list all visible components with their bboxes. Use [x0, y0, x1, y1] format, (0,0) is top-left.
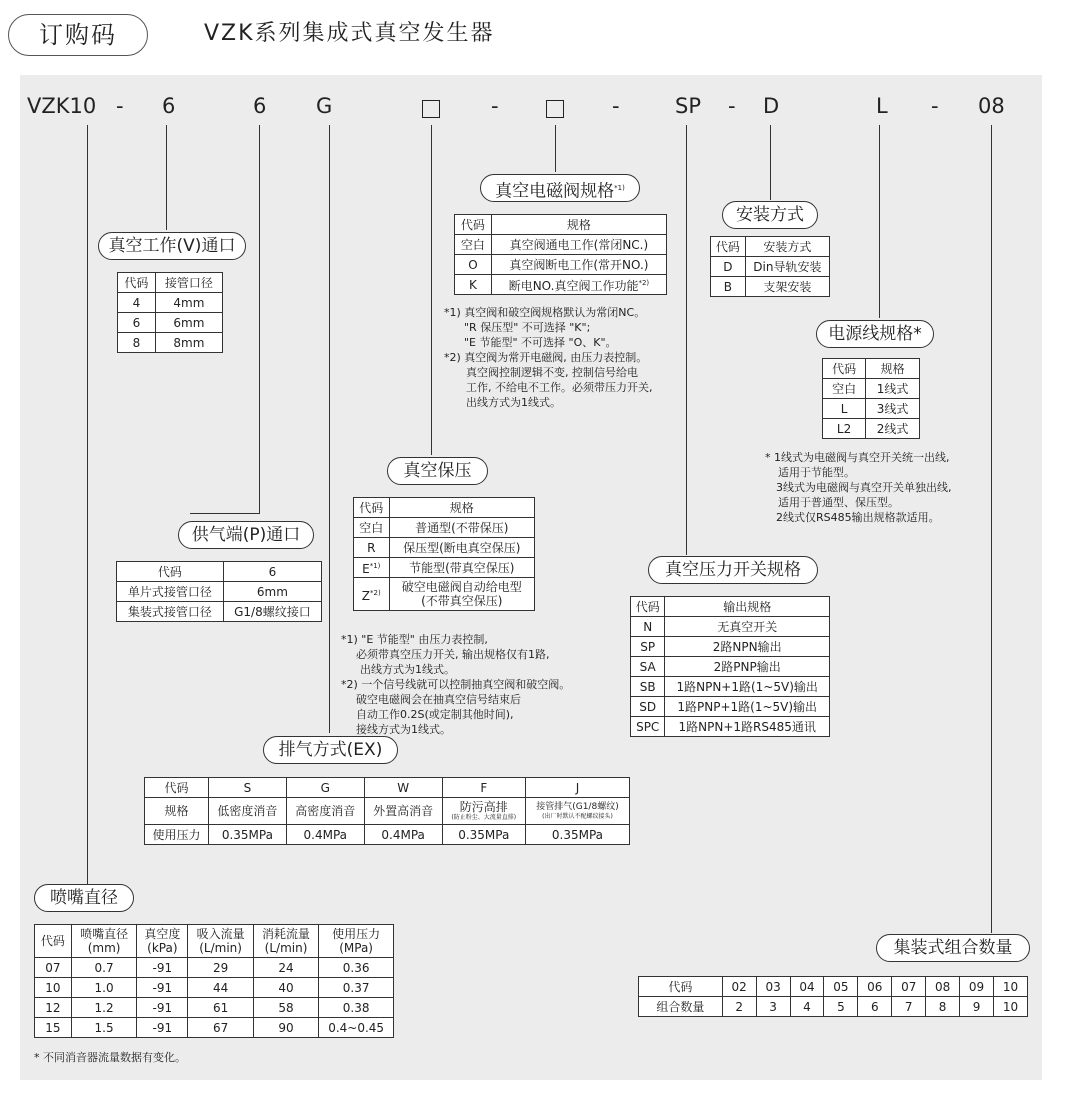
cell: 代码: [145, 778, 209, 798]
cell: 空白: [823, 379, 866, 399]
cell: 15: [35, 1018, 72, 1038]
cell: 04: [790, 977, 824, 997]
cell: 规格: [866, 359, 920, 379]
hold-note-3: 出线方式为1线式。: [360, 663, 455, 676]
cell: 空白: [455, 235, 492, 255]
nozzle-note: * 不同消音器流量数据有变化。: [34, 1051, 186, 1064]
cell: 无真空开关: [665, 617, 830, 637]
cell: 4: [790, 997, 824, 1017]
cell: G1/8螺纹接口: [223, 602, 321, 622]
cell: [71, 925, 136, 958]
cell: 规格: [389, 498, 534, 518]
cell: 单片式接管口径: [117, 582, 224, 602]
vacuum-port-table: [117, 272, 223, 353]
cell: 规格: [491, 215, 666, 235]
cell: 代码: [639, 977, 723, 997]
cell: -91: [137, 998, 188, 1018]
supply-table: [116, 561, 322, 622]
cell: 90: [253, 1018, 318, 1038]
cell: 10: [993, 977, 1027, 997]
cell-line: (mm): [87, 941, 121, 955]
exhaust-title: 排气方式(EX): [263, 736, 398, 764]
cell: 0.35MPa: [442, 825, 525, 845]
cell: 4: [118, 293, 156, 313]
cable-note-5: 2线式仅RS485输出规格款适用。: [776, 511, 940, 524]
cell-line: 使用压力: [332, 927, 381, 941]
leader-supply-h: [190, 513, 260, 514]
cell: 1.0: [71, 978, 136, 998]
cell-line: (kPa): [147, 941, 178, 955]
code-dash: -: [116, 94, 124, 118]
cell: -91: [137, 978, 188, 998]
cell: 空白: [354, 518, 390, 538]
cell: 07: [35, 958, 72, 978]
leader-switch: [686, 125, 687, 555]
cell: 03: [756, 977, 790, 997]
cell-line: 真空度: [144, 927, 181, 941]
cell: -91: [137, 1018, 188, 1038]
cell: 40: [253, 978, 318, 998]
leader-nozzle: [87, 125, 88, 893]
cell: 8mm: [155, 333, 222, 353]
exhaust-table: [144, 777, 630, 845]
cell: [389, 578, 534, 611]
valve-note-5: 真空阀控制逻辑不变, 控制信号给电: [466, 366, 638, 379]
cell: 0.4MPa: [364, 825, 442, 845]
code-manifold: 08: [978, 94, 1005, 118]
cell: SD: [631, 697, 665, 717]
cell: 24: [253, 958, 318, 978]
hold-title: 真空保压: [387, 457, 488, 485]
code-series: VZK10: [27, 94, 97, 118]
cell: 安装方式: [745, 237, 829, 257]
leader-cable: [879, 125, 880, 318]
switch-title: 真空压力开关规格: [648, 556, 818, 584]
cell: 普通型(不带保压): [389, 518, 534, 538]
cell: G: [286, 778, 364, 798]
cell: J: [525, 778, 629, 798]
cell: L: [823, 399, 866, 419]
supply-title: 供气端(P)通口: [178, 521, 314, 549]
cell: 06: [858, 977, 892, 997]
page-title: VZK系列集成式真空发生器: [204, 21, 495, 46]
hold-table: [353, 497, 535, 611]
code-vacuum-port: 6: [162, 94, 176, 118]
cell: 08: [926, 977, 960, 997]
cell: 代码: [455, 215, 492, 235]
cable-note-2: 适用于节能型。: [778, 466, 855, 479]
cell: 0.36: [319, 958, 394, 978]
cell: 6: [858, 997, 892, 1017]
cell: 0.37: [319, 978, 394, 998]
code-supply-port: 6: [253, 94, 267, 118]
cell: 8: [926, 997, 960, 1017]
cell: SP: [631, 637, 665, 657]
cell: N: [631, 617, 665, 637]
cell-line: (不带真空保压): [421, 594, 503, 608]
valve-title-sup: *1): [614, 184, 625, 192]
code-cable: L: [876, 94, 888, 118]
leader-supply: [259, 125, 260, 513]
cable-table: [822, 358, 920, 439]
cell: [442, 798, 525, 825]
vacuum-port-title: 真空工作(V)通口: [98, 232, 246, 260]
cable-note-1: * 1线式为电磁阀与真空开关统一出线,: [765, 451, 950, 464]
cell: [35, 925, 72, 958]
cell: SPC: [631, 717, 665, 737]
cell: 节能型(带真空保压): [389, 558, 534, 578]
manifold-table: [638, 976, 1028, 1017]
cell: [491, 275, 666, 295]
code-hold-box: [422, 96, 440, 124]
cable-note-4: 适用于普通型、保压型。: [778, 496, 899, 509]
cell: S: [208, 778, 286, 798]
cell: SA: [631, 657, 665, 677]
cell: 0.35MPa: [525, 825, 629, 845]
manifold-title: 集装式组合数量: [876, 934, 1030, 962]
hold-note-6: 自动工作0.2S(或定制其他时间),: [356, 708, 514, 721]
cell: 07: [892, 977, 926, 997]
cell: 代码: [118, 273, 156, 293]
cell: R: [354, 538, 390, 558]
leader-vacuum-port: [166, 125, 167, 230]
cell-subline: (出厂时默认不配螺纹接头): [542, 812, 613, 820]
cell-sup: *1): [369, 562, 381, 570]
cell: [354, 558, 390, 578]
cell: O: [455, 255, 492, 275]
cell: 0.4~0.45: [319, 1018, 394, 1038]
cell: 真空阀断电工作(常开NO.): [491, 255, 666, 275]
cell: 0.38: [319, 998, 394, 1018]
cell: 3: [756, 997, 790, 1017]
valve-table: [454, 214, 667, 295]
cell: 高密度消音: [286, 798, 364, 825]
cell-text: Z: [361, 588, 371, 603]
cell: 代码: [631, 597, 665, 617]
cell: SB: [631, 677, 665, 697]
cell: 代码: [711, 237, 746, 257]
valve-note-2: "R 保压型" 不可选择 "K";: [464, 321, 591, 334]
cell: 使用压力: [145, 825, 209, 845]
cell: 6mm: [155, 313, 222, 333]
cell-line: (L/min): [199, 941, 242, 955]
leader-hold: [431, 125, 432, 455]
cell: 1线式: [866, 379, 920, 399]
cell-line: 吸入流量: [196, 927, 245, 941]
cell-line: (L/min): [264, 941, 308, 955]
valve-title-text: 真空电磁阀规格: [495, 181, 615, 202]
valve-note-3: "E 节能型" 不可选择 "O、K"。: [464, 336, 617, 349]
cell: 05: [824, 977, 858, 997]
cell: 真空阀通电工作(常闭NC.): [491, 235, 666, 255]
cell: 1路PNP+1路(1~5V)输出: [665, 697, 830, 717]
cell: 接管口径: [155, 273, 222, 293]
switch-table: [630, 596, 830, 737]
cell: 58: [253, 998, 318, 1018]
cell: 1路NPN+1路(1~5V)输出: [665, 677, 830, 697]
cell: [253, 925, 318, 958]
cell: 代码: [823, 359, 866, 379]
cell: 29: [188, 958, 253, 978]
hold-note-2: 必须带真空压力开关, 输出规格仅有1路,: [356, 648, 550, 661]
cell: 组合数量: [639, 997, 723, 1017]
cell: 67: [188, 1018, 253, 1038]
cell: 代码: [117, 562, 224, 582]
cell-subline: (防止粉尘、大流量直排): [451, 814, 517, 821]
cell-line: (MPa): [339, 941, 373, 955]
cell: [525, 798, 629, 825]
cell: 集装式接管口径: [117, 602, 224, 622]
cell: 1.5: [71, 1018, 136, 1038]
leader-manifold: [991, 125, 992, 933]
cell: 支架安装: [745, 277, 829, 297]
hold-note-4: *2) 一个信号线就可以控制抽真空阀和破空阀。: [341, 678, 571, 691]
cell-line: 喷嘴直径: [80, 927, 129, 941]
leader-valve: [555, 125, 556, 172]
cell: 2路PNP输出: [665, 657, 830, 677]
cell-line: 消耗流量: [262, 927, 311, 941]
cell: [319, 925, 394, 958]
code-valve-box: [546, 96, 564, 124]
cell: 2路NPN输出: [665, 637, 830, 657]
code-switch: SP: [675, 94, 701, 118]
cable-title: 电源线规格*: [816, 320, 934, 348]
cable-note-3: 3线式为电磁阀与真空开关单独出线,: [776, 481, 952, 494]
cell: [188, 925, 253, 958]
cell-sup: *2): [638, 279, 650, 287]
valve-note-1: *1) 真空阀和破空阀规格默认为常闭NC。: [444, 306, 646, 319]
cell: B: [711, 277, 746, 297]
cell: 外置高消音: [364, 798, 442, 825]
cell: 6: [118, 313, 156, 333]
cell: 09: [960, 977, 994, 997]
code-exhaust: G: [316, 94, 333, 118]
cell: Din导轨安装: [745, 257, 829, 277]
cell: 9: [960, 997, 994, 1017]
cell: [137, 925, 188, 958]
code-dash: -: [728, 94, 736, 118]
cell: 4mm: [155, 293, 222, 313]
cell-text: 断电NO.真空阀工作功能: [508, 279, 639, 293]
cell-line: 防污高排: [459, 800, 508, 814]
cell: 2线式: [866, 419, 920, 439]
valve-note-6: 工作, 不给电不工作。必须带压力开关,: [466, 381, 653, 394]
nozzle-title: 喷嘴直径: [34, 884, 134, 912]
cell: 8: [118, 333, 156, 353]
cell-line: 代码: [40, 934, 65, 948]
cell: 低密度消音: [208, 798, 286, 825]
mount-title: 安装方式: [722, 201, 818, 229]
cell: K: [455, 275, 492, 295]
code-mount: D: [763, 94, 780, 118]
cell: [354, 578, 390, 611]
cell: 6: [223, 562, 321, 582]
valve-note-4: *2) 真空阀为常开电磁阀, 由压力表控制。: [444, 351, 648, 364]
leader-mount: [770, 125, 771, 200]
cell: 输出规格: [665, 597, 830, 617]
valve-title: [480, 174, 640, 202]
cell: 6mm: [223, 582, 321, 602]
order-code-label: 订购码: [8, 14, 148, 56]
cell: 7: [892, 997, 926, 1017]
cell: 0.35MPa: [208, 825, 286, 845]
cell: L2: [823, 419, 866, 439]
cell: 02: [722, 977, 756, 997]
cell: D: [711, 257, 746, 277]
cell: 规格: [145, 798, 209, 825]
cell: 10: [993, 997, 1027, 1017]
cell: 1路NPN+1路RS485通讯: [665, 717, 830, 737]
cell: W: [364, 778, 442, 798]
cell: 2: [722, 997, 756, 1017]
cell: 1.2: [71, 998, 136, 1018]
cell: F: [442, 778, 525, 798]
cell: 代码: [354, 498, 390, 518]
cell: 61: [188, 998, 253, 1018]
cell: 44: [188, 978, 253, 998]
valve-note-7: 出线方式为1线式。: [466, 396, 561, 409]
cell-text: E: [362, 562, 370, 576]
cell: 保压型(断电真空保压): [389, 538, 534, 558]
leader-exhaust: [329, 125, 330, 733]
cell-line: 破空电磁阀自动给电型: [401, 580, 522, 594]
code-dash: -: [931, 94, 939, 118]
code-dash: -: [612, 94, 620, 118]
hold-note-5: 破空电磁阀会在抽真空信号结束后: [356, 693, 521, 706]
cell: 0.4MPa: [286, 825, 364, 845]
nozzle-table: [34, 924, 394, 1038]
cell-line: 接管排气(G1/8螺纹): [536, 801, 619, 812]
hold-note-1: *1) "E 节能型" 由压力表控制,: [341, 633, 488, 646]
cell: 12: [35, 998, 72, 1018]
mount-table: [710, 236, 830, 297]
cell-sup: *2): [370, 588, 381, 597]
cell: 0.7: [71, 958, 136, 978]
hold-note-7: 接线方式为1线式。: [356, 723, 451, 736]
code-dash: -: [491, 94, 499, 118]
cell: 3线式: [866, 399, 920, 419]
cell: -91: [137, 958, 188, 978]
cell: 5: [824, 997, 858, 1017]
cell: 10: [35, 978, 72, 998]
